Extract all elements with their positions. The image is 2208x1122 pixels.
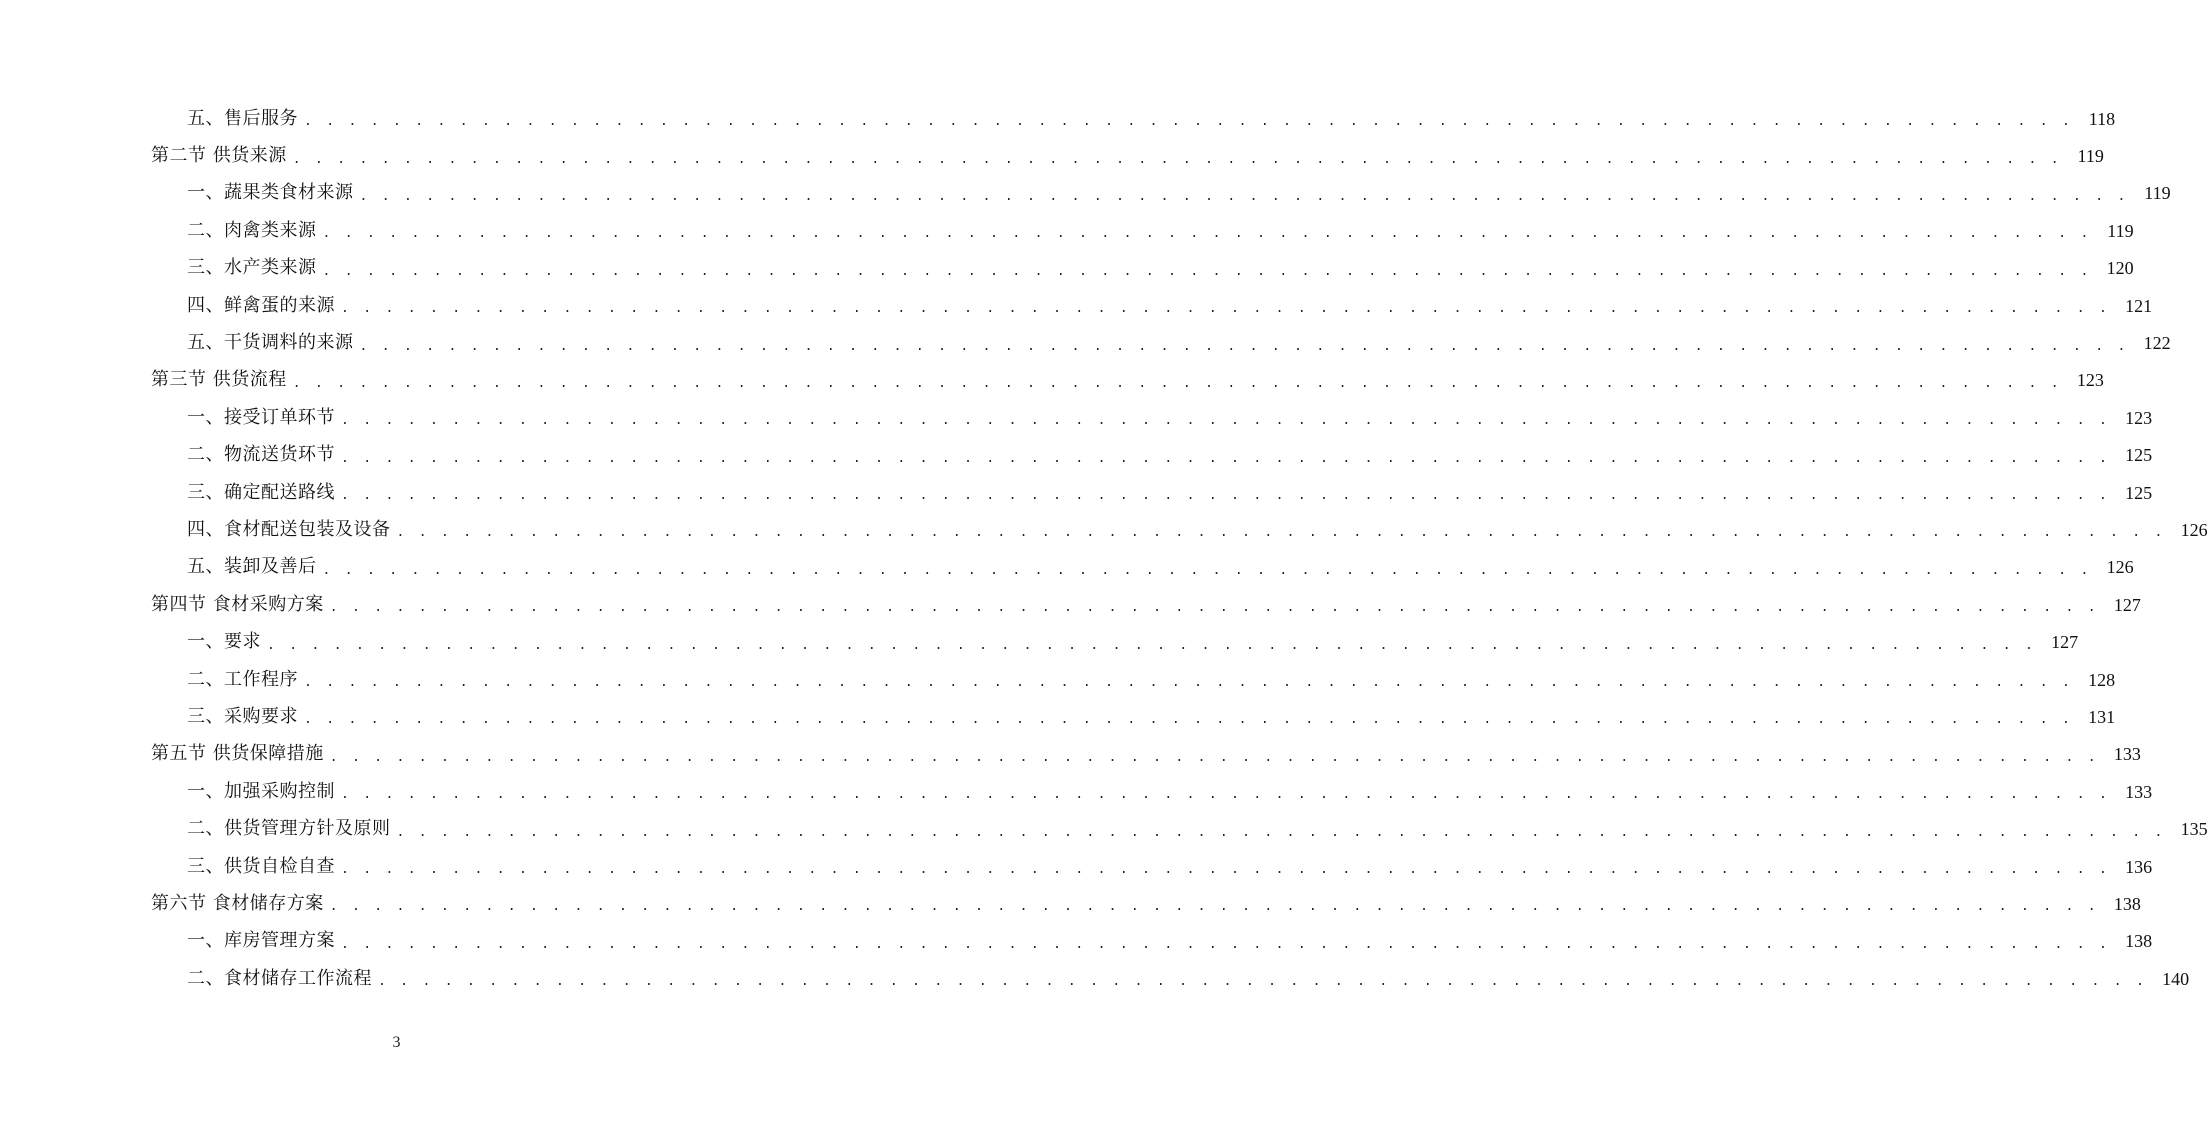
toc-entry-title: 二、物流送货环节 (187, 444, 335, 466)
toc-entry-title: 第四节 食材采购方案 (151, 593, 324, 615)
toc-subsection-entry[interactable] (0, 399, 2153, 436)
dot-leader: . . . . . . . . . . . . . . . . . . . . . . . . . . . . . . . . . . . . . . . . . . . . . . . . . . . . . . . . . . . . . . . . . . . . . . . . . . . . . . . . (322, 263, 2092, 279)
toc-section-entry[interactable] (0, 885, 2141, 922)
toc-entry-title: 第五节 供货保障措施 (151, 743, 324, 765)
toc-entry-page-number: 135 (2180, 819, 2208, 840)
dot-leader: . . . . . . . . . . . . . . . . . . . . . . . . . . . . . . . . . . . . . . . . . . . . . . . . . . . . . . . . . . . . . . . . . . . . . . . . . . . . . . . . (322, 226, 2092, 242)
toc-entry-page-number: 126 (2106, 557, 2134, 578)
toc-entry-page-number: 126 (2180, 519, 2208, 540)
dot-leader: . . . . . . . . . . . . . . . . . . . . . . . . . . . . . . . . . . . . . . . . . . . . . . . . . . . . . . . . . . . . . . . . . . . . . . . . . . . . . . . . (267, 637, 2037, 653)
toc-subsection-entry[interactable] (0, 773, 2153, 810)
toc-entry-page-number: 127 (2113, 594, 2141, 615)
toc-entry-page-number: 136 (2125, 856, 2153, 877)
toc-entry-title: 五、干货调料的来源 (187, 332, 354, 354)
dot-leader: . . . . . . . . . . . . . . . . . . . . . . . . . . . . . . . . . . . . . . . . . . . . . . . . . . . . . . . . . . . . . . . . . . . . . . . . . . . . . . . . (341, 301, 2111, 317)
toc-section-entry[interactable] (0, 736, 2141, 773)
toc-subsection-entry[interactable] (0, 287, 2153, 324)
toc-subsection-entry[interactable] (0, 437, 2153, 474)
toc-entry-page-number: 133 (2113, 744, 2141, 765)
dot-leader: . . . . . . . . . . . . . . . . . . . . . . . . . . . . . . . . . . . . . . . . . . . . . . . . . . . . . . . . . . . . . . . . . . . . . . . . . . . . . . . . (304, 675, 2074, 691)
toc-entry-page-number: 140 (2162, 968, 2190, 989)
dot-leader: . . . . . . . . . . . . . . . . . . . . . . . . . . . . . . . . . . . . . . . . . . . . . . . . . . . . . . . . . . . . . . . . . . . . . . . . . . . . . . . . (341, 413, 2111, 429)
toc-subsection-entry[interactable] (0, 923, 2153, 960)
dot-leader: . . . . . . . . . . . . . . . . . . . . . . . . . . . . . . . . . . . . . . . . . . . . . . . . . . . . . . . . . . . . . . . . . . . . . . . . . . . . . . . . (329, 899, 2099, 915)
toc-entry-page-number: 119 (2144, 183, 2171, 204)
toc-entry-title: 二、肉禽类来源 (187, 219, 317, 241)
toc-entry-page-number: 138 (2125, 931, 2153, 952)
toc-entry-page-number: 118 (2088, 108, 2116, 129)
toc-subsection-entry[interactable] (0, 511, 2208, 548)
dot-leader: . . . . . . . . . . . . . . . . . . . . . . . . . . . . . . . . . . . . . . . . . . . . . . . . . . . . . . . . . . . . . . . . . . . . . . . . . . . . . . . . (378, 974, 2148, 990)
toc-entry-page-number: 138 (2113, 893, 2141, 914)
toc-section-entry[interactable] (0, 586, 2141, 623)
toc-entry-title: 三、水产类来源 (187, 257, 317, 279)
toc-entry-title: 四、鲜禽蛋的来源 (187, 294, 335, 316)
dot-leader: . . . . . . . . . . . . . . . . . . . . . . . . . . . . . . . . . . . . . . . . . . . . . . . . . . . . . . . . . . . . . . . . . . . . . . . . . . . . . . . . (292, 151, 2062, 167)
toc-entry-page-number: 125 (2125, 445, 2153, 466)
toc-subsection-entry[interactable] (0, 848, 2153, 885)
dot-leader: . . . . . . . . . . . . . . . . . . . . . . . . . . . . . . . . . . . . . . . . . . . . . . . . . . . . . . . . . . . . . . . . . . . . . . . . . . . . . . . . (341, 450, 2111, 466)
dot-leader: . . . . . . . . . . . . . . . . . . . . . . . . . . . . . . . . . . . . . . . . . . . . . . . . . . . . . . . . . . . . . . . . . . . . . . . . . . . . . . . . (341, 862, 2111, 877)
toc-subsection-entry[interactable] (0, 474, 2153, 511)
toc-entry-title: 第三节 供货流程 (151, 369, 287, 391)
toc-entry-page-number: 131 (2088, 706, 2116, 727)
toc-subsection-entry[interactable] (0, 623, 2079, 660)
toc-subsection-entry[interactable] (0, 212, 2134, 249)
toc-entry-title: 一、要求 (187, 631, 261, 653)
toc-entry-title: 三、供货自检自查 (187, 855, 335, 877)
toc-entry-page-number: 119 (2077, 146, 2104, 167)
toc-entry-page-number: 128 (2088, 669, 2116, 690)
toc-entry-title: 五、售后服务 (187, 107, 298, 129)
dot-leader: . . . . . . . . . . . . . . . . . . . . . . . . . . . . . . . . . . . . . . . . . . . . . . . . . . . . . . . . . . . . . . . . . . . . . . . . . . . . . . . . (341, 787, 2111, 803)
dot-leader: . . . . . . . . . . . . . . . . . . . . . . . . . . . . . . . . . . . . . . . . . . . . . . . . . . . . . . . . . . . . . . . . . . . . . . . . . . . . . . . . (341, 936, 2111, 952)
toc-subsection-entry[interactable] (0, 661, 2116, 698)
dot-leader: . . . . . . . . . . . . . . . . . . . . . . . . . . . . . . . . . . . . . . . . . . . . . . . . . . . . . . . . . . . . . . . . . . . . . . . . . . . . . . . . (329, 600, 2099, 616)
dot-leader: . . . . . . . . . . . . . . . . . . . . . . . . . . . . . . . . . . . . . . . . . . . . . . . . . . . . . . . . . . . . . . . . . . . . . . . . . . . . . . . . (359, 338, 2129, 354)
toc-entry-page-number: 121 (2125, 295, 2153, 316)
toc-entry-page-number: 123 (2125, 407, 2153, 428)
toc-entry-title: 三、采购要求 (187, 705, 298, 727)
toc-subsection-entry[interactable] (0, 100, 2116, 137)
toc-section-entry[interactable] (0, 137, 2104, 174)
toc-section-entry[interactable] (0, 362, 2104, 399)
toc-entry-page-number: 122 (2143, 333, 2171, 354)
toc-entry-title: 二、食材储存工作流程 (187, 967, 372, 989)
dot-leader: . . . . . . . . . . . . . . . . . . . . . . . . . . . . . . . . . . . . . . . . . . . . . . . . . . . . . . . . . . . . . . . . . . . . . . . . . . . . . . . . (341, 488, 2111, 504)
toc-entry-title: 一、接受订单环节 (187, 406, 335, 428)
dot-leader: . . . . . . . . . . . . . . . . . . . . . . . . . . . . . . . . . . . . . . . . . . . . . . . . . . . . . . . . . . . . . . . . . . . . . . . . . . . . . . . . (329, 749, 2099, 765)
page-number: 3 (392, 1034, 401, 1051)
toc-entry-page-number: 123 (2076, 370, 2104, 391)
dot-leader: . . . . . . . . . . . . . . . . . . . . . . . . . . . . . . . . . . . . . . . . . . . . . . . . . . . . . . . . . . . . . . . . . . . . . . . . . . . . . . . . (396, 824, 2166, 840)
toc-entry-title: 二、供货管理方针及原则 (187, 818, 391, 840)
toc-subsection-entry[interactable] (0, 549, 2134, 586)
dot-leader: . . . . . . . . . . . . . . . . . . . . . . . . . . . . . . . . . . . . . . . . . . . . . . . . . . . . . . . . . . . . . . . . . . . . . . . . . . . . . . . . (304, 114, 2074, 130)
toc-entry-title: 一、加强采购控制 (187, 780, 335, 802)
toc-subsection-entry[interactable] (0, 250, 2134, 287)
toc-subsection-entry[interactable] (0, 810, 2208, 847)
toc-entry-title: 第二节 供货来源 (151, 145, 287, 167)
toc-entry-title: 二、工作程序 (187, 668, 298, 690)
toc-entry-page-number: 125 (2125, 482, 2153, 503)
toc-entry-page-number: 120 (2106, 258, 2134, 279)
dot-leader: . . . . . . . . . . . . . . . . . . . . . . . . . . . . . . . . . . . . . . . . . . . . . . . . . . . . . . . . . . . . . . . . . . . . . . . . . . . . . . . . (304, 712, 2074, 728)
dot-leader: . . . . . . . . . . . . . . . . . . . . . . . . . . . . . . . . . . . . . . . . . . . . . . . . . . . . . . . . . . . . . . . . . . . . . . . . . . . . . . . . (359, 188, 2129, 204)
toc-entry-title: 一、库房管理方案 (187, 930, 335, 952)
table-of-contents (0, 100, 2208, 997)
toc-entry-title: 第六节 食材储存方案 (151, 892, 324, 914)
dot-leader: . . . . . . . . . . . . . . . . . . . . . . . . . . . . . . . . . . . . . . . . . . . . . . . . . . . . . . . . . . . . . . . . . . . . . . . . . . . . . . . . (396, 525, 2166, 541)
toc-entry-title: 五、装卸及善后 (187, 556, 317, 578)
toc-subsection-entry[interactable] (0, 324, 2171, 361)
toc-entry-title: 一、蔬果类食材来源 (187, 182, 354, 204)
toc-subsection-entry[interactable] (0, 175, 2171, 212)
toc-entry-page-number: 119 (2107, 220, 2134, 241)
toc-entry-title: 四、食材配送包装及设备 (187, 518, 391, 540)
toc-subsection-entry[interactable] (0, 698, 2116, 735)
toc-entry-page-number: 127 (2051, 632, 2079, 653)
toc-subsection-entry[interactable] (0, 960, 2190, 997)
toc-entry-title: 三、确定配送路线 (187, 481, 335, 503)
toc-entry-page-number: 133 (2125, 781, 2153, 802)
dot-leader: . . . . . . . . . . . . . . . . . . . . . . . . . . . . . . . . . . . . . . . . . . . . . . . . . . . . . . . . . . . . . . . . . . . . . . . . . . . . . . . . (292, 375, 2062, 391)
dot-leader: . . . . . . . . . . . . . . . . . . . . . . . . . . . . . . . . . . . . . . . . . . . . . . . . . . . . . . . . . . . . . . . . . . . . . . . . . . . . . . . . (322, 562, 2092, 578)
